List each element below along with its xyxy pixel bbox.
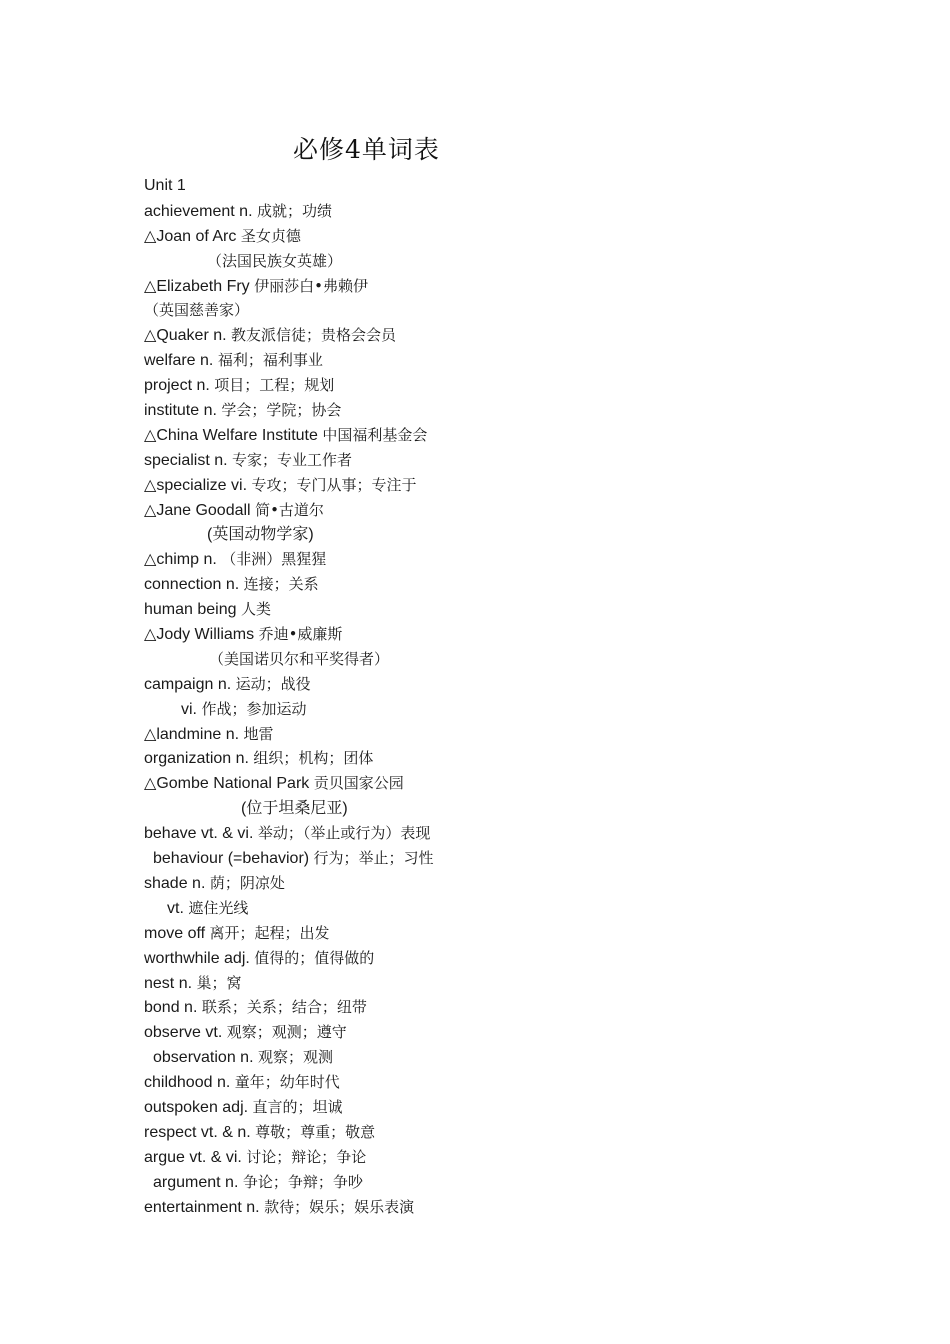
vocab-meaning: 学会；学院；协会	[221, 401, 342, 420]
vocab-meaning: （美国诺贝尔和平奖得者）	[209, 649, 390, 668]
vocab-term: observation n.	[153, 1049, 254, 1067]
vocab-entry	[144, 597, 844, 622]
vocab-term: vt.	[167, 899, 184, 917]
vocab-entry	[144, 796, 844, 821]
vocab-meaning: 观察；观测；遵守	[226, 1023, 347, 1042]
vocab-entry	[144, 373, 844, 398]
page-title: 必修4单词表	[293, 135, 440, 164]
vocab-term: Jody Williams	[156, 626, 255, 644]
optional-word-marker: △	[144, 227, 157, 245]
vocab-term: chimp n.	[156, 551, 217, 569]
optional-word-marker: △	[144, 551, 157, 569]
vocab-meaning: 地雷	[243, 724, 274, 743]
vocab-entry	[144, 921, 844, 946]
vocab-term: entertainment n.	[144, 1198, 260, 1216]
vocab-term: behaviour (=behavior)	[153, 850, 310, 868]
vocab-meaning: 运动；战役	[235, 674, 311, 693]
vocab-term: campaign n.	[144, 675, 232, 693]
vocab-entry	[144, 473, 844, 498]
vocab-meaning: 组织；机构；团体	[253, 749, 374, 768]
vocab-meaning: 联系；关系；结合；纽带	[201, 998, 367, 1017]
vocab-term: welfare n.	[144, 352, 214, 370]
vocab-entry	[144, 298, 844, 323]
vocab-meaning: 巢；窝	[196, 973, 242, 992]
vocab-term: landmine n.	[156, 725, 240, 743]
vocab-term: (位于坦桑尼亚)	[241, 800, 348, 818]
optional-word-marker: △	[144, 327, 157, 345]
vocab-meaning: 项目；工程；规划	[214, 376, 335, 395]
optional-word-marker: △	[144, 725, 157, 743]
vocab-meaning: 争论；争辩；争吵	[242, 1172, 363, 1191]
vocab-entry	[144, 1020, 844, 1045]
vocab-entry	[144, 323, 844, 348]
vocab-term: specialist n.	[144, 451, 228, 469]
vocab-term: Joan of Arc	[156, 227, 237, 245]
vocab-term: Quaker n.	[156, 327, 227, 345]
vocab-entry	[144, 274, 844, 299]
vocab-meaning: 伊丽莎白•弗赖伊	[254, 276, 368, 295]
vocab-term: argument n.	[153, 1173, 239, 1191]
vocab-entry	[144, 522, 844, 547]
vocab-term: Gombe National Park	[156, 775, 310, 793]
vocab-entry	[144, 448, 844, 473]
optional-word-marker: △	[144, 277, 157, 295]
vocab-term: project n.	[144, 377, 210, 395]
vocab-meaning: 直言的；坦诚	[252, 1097, 343, 1116]
vocab-entry	[144, 946, 844, 971]
vocab-entry	[144, 647, 844, 672]
vocab-entry	[144, 1070, 844, 1095]
vocab-entry	[144, 1145, 844, 1170]
vocab-meaning: （非洲）黑猩猩	[221, 550, 327, 569]
vocab-meaning: 尊敬；尊重；敬意	[255, 1122, 376, 1141]
vocab-entry	[144, 572, 844, 597]
vocab-meaning: 行为；举止；习性	[313, 849, 434, 868]
vocab-term: observe vt.	[144, 1024, 223, 1042]
vocab-term: specialize vi.	[156, 476, 248, 494]
optional-word-marker: △	[144, 501, 157, 519]
vocab-entry	[144, 871, 844, 896]
vocab-entry	[144, 199, 844, 224]
vocab-term: shade n.	[144, 874, 206, 892]
vocab-term: organization n.	[144, 750, 249, 768]
vocab-meaning: 乔迪•威廉斯	[258, 625, 343, 644]
vocab-term: (英国动物学家)	[207, 526, 314, 544]
unit-heading: Unit 1	[144, 177, 186, 194]
vocab-term: behave vt. & vi.	[144, 825, 254, 843]
vocab-meaning: 离开；起程；出发	[209, 923, 330, 942]
vocab-meaning: 荫；阴凉处	[209, 873, 285, 892]
vocab-entry	[144, 1170, 844, 1195]
vocab-term: Elizabeth Fry	[156, 277, 250, 295]
vocab-entry	[144, 224, 844, 249]
vocab-term: achievement n.	[144, 202, 253, 220]
vocab-meaning: 专攻；专门从事；专注于	[251, 475, 417, 494]
vocab-meaning: （英国慈善家）	[144, 301, 250, 320]
vocab-meaning: 款待；娱乐；娱乐表演	[264, 1197, 415, 1216]
optional-word-marker: △	[144, 775, 157, 793]
vocab-meaning: 教友派信徒；贵格会会员	[231, 326, 397, 345]
vocab-meaning: （法国民族女英雄）	[207, 251, 343, 270]
vocab-entry	[144, 746, 844, 771]
vocab-entry	[144, 896, 844, 921]
vocabulary-list	[144, 174, 844, 1219]
vocab-term: China Welfare Institute	[156, 426, 318, 444]
vocab-term: institute n.	[144, 402, 217, 420]
vocab-entry	[144, 722, 844, 747]
vocab-meaning: 圣女贞德	[240, 226, 301, 245]
vocab-entry	[144, 423, 844, 448]
vocab-entry	[144, 249, 844, 274]
optional-word-marker: △	[144, 626, 157, 644]
vocab-meaning: 遮住光线	[188, 898, 249, 917]
vocab-meaning: 举动；（举止或行为）表现	[257, 824, 431, 843]
vocab-meaning: 连接；关系	[243, 575, 319, 594]
vocab-entry	[144, 995, 844, 1020]
vocab-term: argue vt. & vi.	[144, 1148, 242, 1166]
vocab-meaning: 观察；观测	[257, 1048, 333, 1067]
vocab-term: respect vt. & n.	[144, 1123, 251, 1141]
optional-word-marker: △	[144, 476, 157, 494]
vocab-meaning: 专家；专业工作者	[232, 450, 353, 469]
vocab-entry	[144, 697, 844, 722]
vocab-entry	[144, 498, 844, 523]
vocab-entry	[144, 1195, 844, 1220]
vocab-entry	[144, 672, 844, 697]
vocab-meaning: 贡贝国家公园	[313, 774, 404, 793]
vocab-meaning: 简•古道尔	[255, 500, 324, 519]
vocab-term: bond n.	[144, 999, 198, 1017]
vocab-meaning: 童年；幼年时代	[234, 1073, 340, 1092]
optional-word-marker: △	[144, 426, 157, 444]
vocab-meaning: 人类	[240, 600, 271, 619]
vocab-term: connection n.	[144, 576, 240, 594]
vocab-entry	[144, 1120, 844, 1145]
vocab-term: vi.	[181, 700, 197, 718]
vocab-term: move off	[144, 924, 206, 942]
vocab-term: outspoken adj.	[144, 1098, 249, 1116]
vocab-entry	[144, 622, 844, 647]
vocab-meaning: 值得的；值得做的	[254, 948, 375, 967]
vocab-entry	[144, 1045, 844, 1070]
vocab-meaning: 中国福利基金会	[322, 425, 428, 444]
vocab-meaning: 成就；功绩	[256, 201, 332, 220]
vocab-entry	[144, 398, 844, 423]
vocab-term: worthwhile adj.	[144, 949, 250, 967]
vocab-entry	[144, 1095, 844, 1120]
vocab-entry	[144, 846, 844, 871]
vocab-term: Jane Goodall	[156, 501, 251, 519]
vocab-term: nest n.	[144, 974, 193, 992]
vocab-meaning: 作战；参加运动	[201, 699, 307, 718]
vocab-meaning: 福利；福利事业	[217, 351, 323, 370]
vocab-term: childhood n.	[144, 1074, 231, 1092]
vocab-entry	[144, 547, 844, 572]
vocab-entry	[144, 348, 844, 373]
vocab-entry	[144, 821, 844, 846]
vocab-term: human being	[144, 601, 237, 619]
vocab-entry	[144, 971, 844, 996]
vocab-meaning: 讨论；辩论；争论	[246, 1147, 367, 1166]
vocab-entry	[144, 771, 844, 796]
